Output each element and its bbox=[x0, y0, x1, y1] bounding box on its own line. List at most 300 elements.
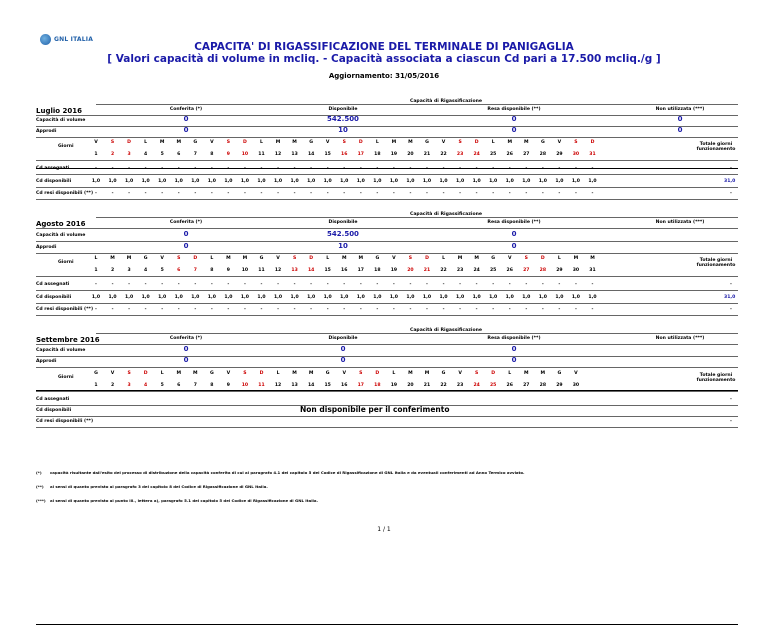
weekday-label: S bbox=[359, 371, 363, 376]
cd-resi-cell: - bbox=[128, 191, 131, 196]
weekday-label: M bbox=[341, 256, 347, 261]
label-cd-resi: Cd resi disponibili (**) bbox=[36, 307, 94, 312]
total-cd-assegnati: - bbox=[730, 166, 732, 171]
capacity-header: Capacità di Rigassificazione bbox=[409, 99, 483, 104]
volume-disponibile: 542.500 bbox=[327, 115, 359, 123]
weekday-label: D bbox=[193, 256, 198, 261]
weekday-label: G bbox=[540, 140, 545, 145]
cd-assegnati-cell: - bbox=[260, 166, 263, 171]
cd-resi-cell: - bbox=[409, 191, 412, 196]
month-name: Settembre 2016 bbox=[36, 336, 100, 344]
cd-resi-cell: - bbox=[260, 191, 263, 196]
month-name: Agosto 2016 bbox=[36, 220, 86, 228]
rule bbox=[36, 405, 738, 406]
day-number: 20 bbox=[407, 268, 414, 273]
day-number: 26 bbox=[506, 152, 513, 157]
weekday-label: V bbox=[458, 371, 462, 376]
cd-assegnati-cell: - bbox=[359, 282, 362, 287]
day-number: 19 bbox=[390, 152, 398, 157]
label-cd-resi: Cd resi disponibili (**) bbox=[36, 191, 94, 196]
cd-resi-cell: - bbox=[574, 191, 577, 196]
column-header-non_utilizzata: Non utilizzata (***) bbox=[655, 220, 705, 225]
label-approdi: Approdi bbox=[36, 245, 57, 250]
day-number: 27 bbox=[523, 152, 530, 157]
cd-disponibili-cell: 1,0 bbox=[538, 179, 547, 184]
column-header-resa: Resa disponibile (**) bbox=[487, 107, 541, 112]
cd-assegnati-cell: - bbox=[95, 282, 97, 287]
cd-assegnati-cell: - bbox=[574, 282, 577, 287]
weekday-label: G bbox=[143, 256, 148, 261]
cd-disponibili-cell: 1,0 bbox=[571, 179, 580, 184]
day-number: 4 bbox=[144, 383, 148, 388]
non-disponibile-text: Non disponibile per il conferimento bbox=[300, 405, 450, 414]
cd-disponibili-cell: 1,0 bbox=[340, 295, 349, 300]
day-number: 11 bbox=[258, 152, 265, 157]
weekday-label: M bbox=[408, 140, 413, 145]
volume-resa: 0 bbox=[511, 345, 517, 353]
column-header-conferita: Conferita (*) bbox=[169, 107, 203, 112]
volume-conferita: 0 bbox=[183, 345, 189, 353]
weekday-label: S bbox=[474, 371, 479, 376]
weekday-label: S bbox=[127, 371, 131, 376]
day-number: 4 bbox=[144, 268, 148, 273]
day-number: 15 bbox=[324, 268, 331, 273]
cd-resi-cell: - bbox=[260, 307, 263, 312]
cd-assegnati-cell: - bbox=[541, 166, 544, 171]
cd-disponibili-cell: 1,0 bbox=[555, 295, 564, 300]
column-header-disponibile: Disponibile bbox=[328, 220, 358, 225]
weekday-label: D bbox=[474, 140, 479, 145]
weekday-label: V bbox=[160, 256, 164, 261]
weekday-label: G bbox=[557, 371, 562, 376]
weekday-label: M bbox=[424, 371, 430, 376]
cd-disponibili-cell: 1,0 bbox=[340, 179, 349, 184]
cd-resi-cell: - bbox=[227, 191, 230, 196]
rule bbox=[36, 356, 738, 357]
cd-resi-cell: - bbox=[459, 191, 462, 196]
weekday-label: M bbox=[308, 371, 314, 376]
cd-resi-cell: - bbox=[558, 191, 561, 196]
approdi-resa: 0 bbox=[511, 356, 517, 364]
cd-disponibili-cell: 1,0 bbox=[307, 179, 316, 184]
cd-disponibili-cell: 1,0 bbox=[108, 179, 117, 184]
cd-assegnati-cell: - bbox=[392, 282, 395, 287]
weekday-label: L bbox=[210, 256, 214, 261]
volume-non_utilizzata: 0 bbox=[677, 115, 683, 123]
cd-assegnati-cell: - bbox=[442, 166, 445, 171]
cd-disponibili-cell: 1,0 bbox=[373, 295, 382, 300]
day-number: 11 bbox=[258, 383, 265, 388]
day-number: 14 bbox=[307, 268, 315, 273]
day-number: 21 bbox=[423, 383, 431, 388]
page-subtitle: [ Valori capacità di volume in mcliq. - Capacità associata a ciascun Cd pari a 17.500 mcliq./g ] bbox=[107, 53, 661, 65]
day-number: 13 bbox=[291, 268, 298, 273]
cd-assegnati-cell: - bbox=[525, 166, 528, 171]
day-number: 16 bbox=[341, 383, 348, 388]
cd-resi-cell: - bbox=[111, 307, 114, 312]
day-number: 2 bbox=[110, 383, 115, 388]
weekday-label: M bbox=[226, 256, 231, 261]
weekday-label: G bbox=[491, 256, 496, 261]
cd-resi-cell: - bbox=[194, 307, 197, 312]
total-cd-disponibili: 31,0 bbox=[724, 295, 736, 300]
weekday-label: S bbox=[243, 371, 247, 376]
cd-disponibili-cell: 1,0 bbox=[290, 295, 299, 300]
weekday-label: V bbox=[507, 256, 512, 261]
weekday-label: L bbox=[326, 256, 330, 261]
weekday-label: D bbox=[143, 371, 148, 376]
weekday-label: D bbox=[491, 371, 496, 376]
volume-resa: 0 bbox=[511, 115, 517, 123]
weekday-label: L bbox=[160, 371, 164, 376]
weekday-label: V bbox=[226, 371, 231, 376]
day-number: 1 bbox=[94, 383, 98, 388]
weekday-label: M bbox=[408, 371, 413, 376]
cd-assegnati-cell: - bbox=[492, 282, 495, 287]
cd-disponibili-cell: 1,0 bbox=[389, 179, 398, 184]
column-header-disponibile: Disponibile bbox=[328, 336, 358, 341]
day-number: 15 bbox=[324, 152, 331, 157]
day-number: 30 bbox=[572, 383, 580, 388]
weekday-label: M bbox=[573, 256, 579, 261]
day-number: 4 bbox=[144, 152, 148, 157]
weekday-label: L bbox=[557, 256, 561, 261]
column-header-conferita: Conferita (*) bbox=[169, 220, 203, 225]
cd-disponibili-cell: 1,0 bbox=[588, 179, 597, 184]
day-number: 1 bbox=[94, 268, 98, 273]
cd-resi-cell: - bbox=[525, 191, 528, 196]
label-cd-disponibili: Cd disponibili bbox=[36, 179, 72, 184]
day-number: 8 bbox=[210, 383, 214, 388]
cd-disponibili-cell: 1,0 bbox=[141, 179, 150, 184]
approdi-conferita: 0 bbox=[183, 356, 189, 364]
cd-assegnati-cell: - bbox=[243, 282, 246, 287]
weekday-label: D bbox=[358, 140, 363, 145]
day-number: 22 bbox=[440, 152, 447, 157]
cd-assegnati-cell: - bbox=[161, 282, 164, 287]
day-number: 29 bbox=[556, 383, 563, 388]
day-number: 19 bbox=[390, 268, 398, 273]
volume-resa: 0 bbox=[511, 230, 517, 238]
cd-resi-cell: - bbox=[343, 307, 346, 312]
cd-disponibili-cell: 1,0 bbox=[323, 295, 332, 300]
cd-resi-cell: - bbox=[177, 191, 180, 196]
cd-assegnati-cell: - bbox=[310, 166, 313, 171]
day-number: 15 bbox=[324, 383, 331, 388]
day-number: 10 bbox=[241, 268, 249, 273]
rule bbox=[36, 115, 738, 116]
cd-resi-cell: - bbox=[475, 191, 478, 196]
logo-text: GNL ITALIA bbox=[54, 36, 94, 43]
day-number: 18 bbox=[374, 268, 381, 273]
weekday-label: G bbox=[325, 371, 330, 376]
cd-assegnati-cell: - bbox=[326, 166, 329, 171]
weekday-label: M bbox=[540, 371, 546, 376]
weekday-label: V bbox=[342, 371, 347, 376]
day-number: 5 bbox=[160, 268, 164, 273]
weekday-label: L bbox=[375, 140, 379, 145]
day-number: 30 bbox=[572, 268, 580, 273]
cd-assegnati-cell: - bbox=[359, 166, 362, 171]
day-number: 31 bbox=[589, 268, 596, 273]
day-number: 23 bbox=[456, 383, 464, 388]
day-number: 1 bbox=[94, 152, 98, 157]
day-number: 25 bbox=[489, 268, 497, 273]
weekday-label: S bbox=[342, 140, 346, 145]
cd-assegnati-cell: - bbox=[111, 166, 114, 171]
weekday-label: M bbox=[358, 256, 364, 261]
cd-disponibili-cell: 1,0 bbox=[588, 295, 597, 300]
cd-assegnati-cell: - bbox=[409, 282, 412, 287]
day-number: 14 bbox=[307, 383, 315, 388]
cd-disponibili-cell: 1,0 bbox=[422, 295, 432, 300]
cd-assegnati-cell: - bbox=[95, 166, 97, 171]
cd-resi-cell: - bbox=[591, 191, 594, 196]
cd-disponibili-cell: 1,0 bbox=[472, 179, 481, 184]
weekday-label: D bbox=[259, 371, 264, 376]
rule bbox=[36, 160, 738, 161]
cd-resi-cell: - bbox=[111, 191, 114, 196]
weekday-label: V bbox=[441, 140, 446, 145]
weekday-label: G bbox=[209, 371, 214, 376]
day-number: 23 bbox=[456, 152, 464, 157]
day-number: 21 bbox=[423, 152, 431, 157]
cd-resi-cell: - bbox=[95, 191, 97, 196]
column-header-resa: Resa disponibile (**) bbox=[487, 336, 541, 341]
day-number: 19 bbox=[390, 383, 398, 388]
weekday-label: L bbox=[491, 140, 495, 145]
weekday-label: L bbox=[392, 371, 396, 376]
weekday-label: S bbox=[408, 256, 413, 261]
day-number: 8 bbox=[210, 152, 214, 157]
rule bbox=[36, 126, 738, 127]
cd-resi-cell: - bbox=[492, 191, 495, 196]
cd-disponibili-cell: 1,0 bbox=[257, 179, 266, 184]
day-number: 7 bbox=[193, 152, 197, 157]
cd-resi-cell: - bbox=[243, 307, 246, 312]
weekday-label: S bbox=[458, 140, 462, 145]
approdi-resa: 0 bbox=[511, 126, 517, 134]
weekday-label: L bbox=[94, 256, 98, 261]
cd-assegnati-cell: - bbox=[376, 282, 379, 287]
weekday-label: S bbox=[110, 140, 115, 145]
cd-assegnati-cell: - bbox=[194, 166, 197, 171]
day-number: 27 bbox=[523, 383, 530, 388]
cd-resi-cell: - bbox=[459, 307, 462, 312]
weekday-label: G bbox=[425, 140, 429, 145]
day-number: 24 bbox=[473, 152, 480, 157]
day-number: 9 bbox=[226, 268, 230, 273]
cd-resi-cell: - bbox=[426, 307, 428, 312]
cd-resi-cell: - bbox=[95, 307, 97, 312]
rule bbox=[36, 427, 738, 428]
cd-resi-cell: - bbox=[541, 307, 544, 312]
cd-assegnati-cell: - bbox=[161, 166, 164, 171]
note-1: (*) capacità risultante dall'esito del processo di distribuzione della capacità conferita di cui al paragrafo 4.1 del capitolo 5 del Codice di Rigassificazione di GNL Italia e da eventuali conferimenti ad Anno Termico avviato. bbox=[36, 470, 525, 475]
total-days-label: Totale giorni funzionamento bbox=[696, 142, 736, 152]
weekday-label: G bbox=[94, 371, 98, 376]
total-days-label: Totale giorni funzionamento bbox=[696, 258, 736, 268]
cd-resi-cell: - bbox=[144, 191, 147, 196]
cd-disponibili-cell: 1,0 bbox=[158, 179, 167, 184]
label-giorni: Giorni bbox=[58, 144, 74, 149]
cd-resi-cell: - bbox=[475, 307, 478, 312]
weekday-label: D bbox=[309, 256, 314, 261]
day-number: 12 bbox=[274, 268, 282, 273]
total-cd-resi: - bbox=[730, 307, 732, 312]
cd-assegnati-cell: - bbox=[541, 282, 544, 287]
day-number: 2 bbox=[110, 152, 115, 157]
day-number: 27 bbox=[523, 268, 530, 273]
label-capacita-volume: Capacità di volume bbox=[36, 348, 86, 353]
page-number: 1 / 1 bbox=[377, 526, 391, 533]
cd-assegnati-cell: - bbox=[508, 282, 511, 287]
cd-resi-cell: - bbox=[508, 307, 511, 312]
cd-assegnati-cell: - bbox=[260, 282, 263, 287]
cd-assegnati-cell: - bbox=[177, 282, 180, 287]
cd-assegnati-cell: - bbox=[128, 282, 131, 287]
cd-assegnati-cell: - bbox=[508, 166, 511, 171]
weekday-label: G bbox=[193, 140, 198, 145]
cd-resi-cell: - bbox=[442, 191, 445, 196]
cd-disponibili-cell: 1,0 bbox=[207, 179, 216, 184]
cd-assegnati-cell: - bbox=[144, 282, 147, 287]
weekday-label: D bbox=[425, 256, 429, 261]
weekday-label: M bbox=[193, 371, 198, 376]
cd-resi-cell: - bbox=[144, 307, 147, 312]
rule bbox=[96, 217, 738, 218]
cd-disponibili-cell: 1,0 bbox=[456, 179, 465, 184]
total-cd-resi: - bbox=[730, 419, 732, 424]
day-number: 28 bbox=[539, 383, 547, 388]
weekday-label: V bbox=[574, 371, 578, 376]
weekday-label: V bbox=[94, 140, 98, 145]
day-number: 30 bbox=[572, 152, 580, 157]
approdi-disponibile: 10 bbox=[338, 126, 348, 134]
day-number: 23 bbox=[456, 268, 464, 273]
weekday-label: S bbox=[226, 140, 231, 145]
weekday-label: G bbox=[441, 371, 446, 376]
weekday-label: D bbox=[590, 140, 595, 145]
weekday-label: G bbox=[259, 256, 264, 261]
day-number: 20 bbox=[407, 152, 414, 157]
label-cd-assegnati: Cd assegnati bbox=[36, 397, 70, 402]
cd-disponibili-cell: 1,0 bbox=[174, 179, 183, 184]
cd-disponibili-cell: 1,0 bbox=[240, 179, 249, 184]
cd-resi-cell: - bbox=[376, 307, 379, 312]
cd-disponibili-cell: 1,0 bbox=[191, 295, 200, 300]
day-number: 9 bbox=[226, 383, 230, 388]
day-number: 17 bbox=[357, 383, 364, 388]
weekday-label: M bbox=[507, 140, 513, 145]
month-block bbox=[36, 195, 738, 317]
label-approdi: Approdi bbox=[36, 359, 57, 364]
cd-resi-cell: - bbox=[392, 191, 395, 196]
cd-assegnati-cell: - bbox=[558, 166, 561, 171]
column-header-conferita: Conferita (*) bbox=[169, 336, 203, 341]
weekday-label: M bbox=[474, 256, 479, 261]
cd-disponibili-cell: 1,0 bbox=[191, 179, 200, 184]
label-cd-disponibili: Cd disponibili bbox=[36, 295, 72, 300]
weekday-label: M bbox=[292, 140, 297, 145]
weekday-label: G bbox=[375, 256, 380, 261]
weekday-label: M bbox=[524, 140, 529, 145]
day-number: 10 bbox=[241, 383, 249, 388]
cd-resi-cell: - bbox=[574, 307, 577, 312]
cd-disponibili-cell: 1,0 bbox=[489, 179, 498, 184]
rule bbox=[36, 416, 738, 417]
cd-disponibili-cell: 1,0 bbox=[389, 295, 398, 300]
label-capacita-volume: Capacità di volume bbox=[36, 118, 86, 123]
day-number: 6 bbox=[177, 152, 181, 157]
cd-disponibili-cell: 1,0 bbox=[91, 295, 101, 300]
month-name: Luglio 2016 bbox=[36, 107, 82, 115]
cd-resi-cell: - bbox=[310, 307, 313, 312]
weekday-label: S bbox=[524, 256, 528, 261]
rule bbox=[36, 344, 738, 345]
cd-assegnati-cell: - bbox=[243, 166, 246, 171]
weekday-label: D bbox=[375, 371, 380, 376]
cd-resi-cell: - bbox=[359, 191, 362, 196]
day-number: 13 bbox=[291, 383, 298, 388]
cd-resi-cell: - bbox=[508, 191, 511, 196]
day-number: 14 bbox=[307, 152, 315, 157]
update-date: Aggiornamento: 31/05/2016 bbox=[328, 72, 440, 80]
cd-disponibili-cell: 1,0 bbox=[307, 295, 316, 300]
cd-disponibili-cell: 1,0 bbox=[356, 179, 365, 184]
day-number: 6 bbox=[177, 383, 181, 388]
cd-assegnati-cell: - bbox=[525, 282, 528, 287]
cd-assegnati-cell: - bbox=[293, 166, 296, 171]
rule bbox=[96, 333, 738, 334]
weekday-label: M bbox=[176, 371, 182, 376]
weekday-label: V bbox=[110, 371, 115, 376]
rule bbox=[36, 276, 738, 277]
day-number: 22 bbox=[440, 383, 447, 388]
day-number: 11 bbox=[258, 268, 265, 273]
page-title: CAPACITA' DI RIGASSIFICAZIONE DEL TERMINALE DI PANIGAGLIA bbox=[194, 41, 574, 53]
cd-resi-cell: - bbox=[442, 307, 445, 312]
weekday-label: M bbox=[176, 140, 182, 145]
cd-disponibili-cell: 1,0 bbox=[505, 179, 514, 184]
weekday-label: D bbox=[243, 140, 247, 145]
day-number: 7 bbox=[193, 268, 197, 273]
weekday-label: M bbox=[292, 371, 297, 376]
approdi-non_utilizzata: 0 bbox=[677, 126, 683, 134]
column-header-disponibile: Disponibile bbox=[328, 107, 358, 112]
weekday-label: V bbox=[392, 256, 396, 261]
cd-resi-cell: - bbox=[541, 191, 544, 196]
cd-disponibili-cell: 1,0 bbox=[91, 179, 101, 184]
day-number: 26 bbox=[506, 383, 513, 388]
day-number: 28 bbox=[539, 268, 547, 273]
label-capacita-volume: Capacità di volume bbox=[36, 233, 86, 238]
weekday-label: L bbox=[276, 371, 280, 376]
cd-disponibili-cell: 1,0 bbox=[555, 179, 564, 184]
total-cd-resi: - bbox=[730, 191, 732, 196]
cd-disponibili-cell: 1,0 bbox=[224, 179, 233, 184]
weekday-label: M bbox=[110, 256, 115, 261]
weekday-label: S bbox=[574, 140, 578, 145]
cd-assegnati-cell: - bbox=[343, 166, 346, 171]
cd-resi-cell: - bbox=[161, 307, 164, 312]
cd-resi-cell: - bbox=[525, 307, 528, 312]
label-giorni: Giorni bbox=[58, 375, 74, 380]
cd-assegnati-cell: - bbox=[227, 282, 230, 287]
day-number: 10 bbox=[241, 152, 249, 157]
rule bbox=[36, 241, 738, 242]
day-number: 18 bbox=[374, 152, 381, 157]
